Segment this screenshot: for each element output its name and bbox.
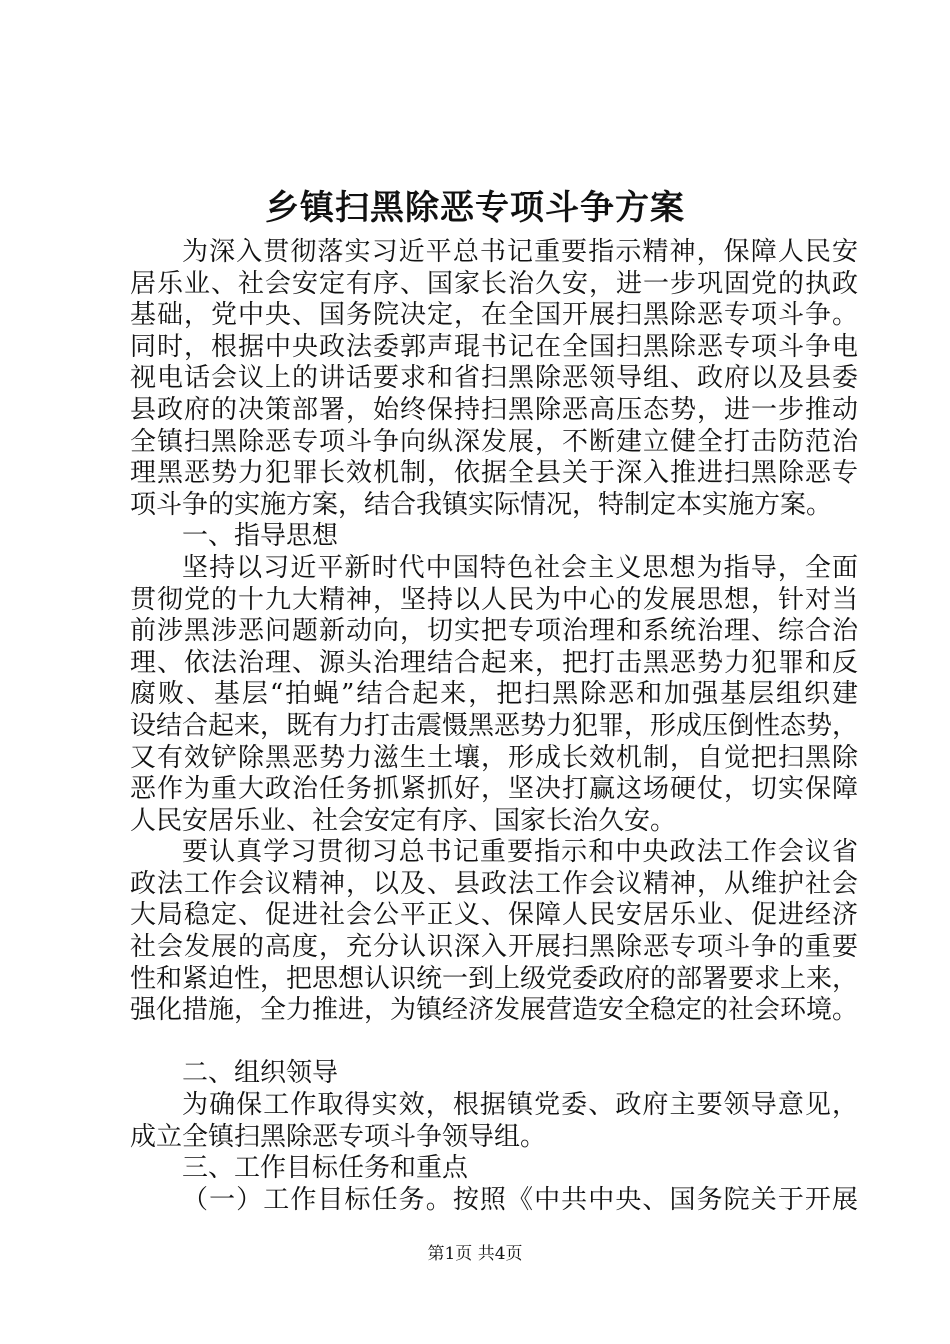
paragraph-line: 要认真学习贯彻习总书记重要指示和中央政法工作会议省 bbox=[182, 837, 858, 868]
blank-line bbox=[130, 1027, 858, 1059]
paragraph-line: 又有效铲除黑恶势力滋生土壤，形成长效机制，自觉把扫黑除 bbox=[130, 742, 858, 773]
paragraph-line: 为确保工作取得实效，根据镇党委、政府主要领导意见， bbox=[182, 1090, 858, 1121]
paragraph-line: 人民安居乐业、社会安定有序、国家长治久安。 bbox=[130, 805, 677, 836]
paragraph-line: 贯彻党的十九大精神，坚持以人民为中心的发展思想，针对当 bbox=[130, 584, 858, 615]
document-title: 乡镇扫黑除恶专项斗争方案 bbox=[265, 188, 685, 228]
section-heading: 三、工作目标任务和重点 bbox=[182, 1153, 469, 1184]
paragraph-line: 居乐业、社会安定有序、国家长治久安，进一步巩固党的执政 bbox=[130, 268, 858, 299]
paragraph-line: （一）工作目标任务。按照《中共中央、国务院关于开展 bbox=[182, 1184, 858, 1215]
document-body bbox=[130, 237, 858, 1216]
paragraph-line: 腐败、基层“拍蝇”结合起来，把扫黑除恶和加强基层组织建 bbox=[130, 679, 858, 710]
page-footer: 第1页 共4页 bbox=[427, 1244, 523, 1264]
paragraph-line: 设结合起来，既有力打击震慑黑恶势力犯罪，形成压倒性态势， bbox=[130, 710, 859, 741]
paragraph-line: 前涉黑涉恶问题新动向，切实把专项治理和系统治理、综合治 bbox=[130, 616, 858, 647]
section-heading: 二、组织领导 bbox=[182, 1058, 339, 1089]
paragraph-line: 同时，根据中央政法委郭声琨书记在全国扫黑除恶专项斗争电 bbox=[130, 331, 858, 362]
section-heading: 一、指导思想 bbox=[182, 521, 339, 552]
paragraph-line: 政法工作会议精神，以及、县政法工作会议精神，从维护社会 bbox=[130, 868, 858, 899]
paragraph-line: 强化措施，全力推进，为镇经济发展营造安全稳定的社会环境。 bbox=[130, 995, 859, 1026]
paragraph-line: 坚持以习近平新时代中国特色社会主义思想为指导，全面 bbox=[182, 552, 858, 583]
paragraph-line: 视电话会议上的讲话要求和省扫黑除恶领导组、政府以及县委 bbox=[130, 363, 858, 394]
paragraph-line: 成立全镇扫黑除恶专项斗争领导组。 bbox=[130, 1121, 547, 1152]
paragraph-line: 大局稳定、促进社会公平正义、保障人民安居乐业、促进经济 bbox=[130, 900, 858, 931]
paragraph-line: 全镇扫黑除恶专项斗争向纵深发展，不断建立健全打击防范治 bbox=[130, 426, 858, 457]
paragraph-line: 性和紧迫性，把思想认识统一到上级党委政府的部署要求上来， bbox=[130, 963, 859, 994]
paragraph-line: 社会发展的高度，充分认识深入开展扫黑除恶专项斗争的重要 bbox=[130, 932, 858, 963]
paragraph-line: 理、依法治理、源头治理结合起来，把打击黑恶势力犯罪和反 bbox=[130, 647, 858, 678]
paragraph-line: 县政府的决策部署，始终保持扫黑除恶高压态势，进一步推动 bbox=[130, 394, 858, 425]
paragraph-line: 项斗争的实施方案，结合我镇实际情况，特制定本实施方案。 bbox=[130, 489, 833, 520]
paragraph-line: 恶作为重大政治任务抓紧抓好，坚决打赢这场硬仗，切实保障 bbox=[130, 774, 858, 805]
paragraph-line: 理黑恶势力犯罪长效机制，依据全县关于深入推进扫黑除恶专 bbox=[130, 458, 858, 489]
paragraph-line: 为深入贯彻落实习近平总书记重要指示精神，保障人民安 bbox=[182, 237, 858, 267]
paragraph-line: 基础，党中央、国务院决定，在全国开展扫黑除恶专项斗争。 bbox=[130, 300, 858, 331]
